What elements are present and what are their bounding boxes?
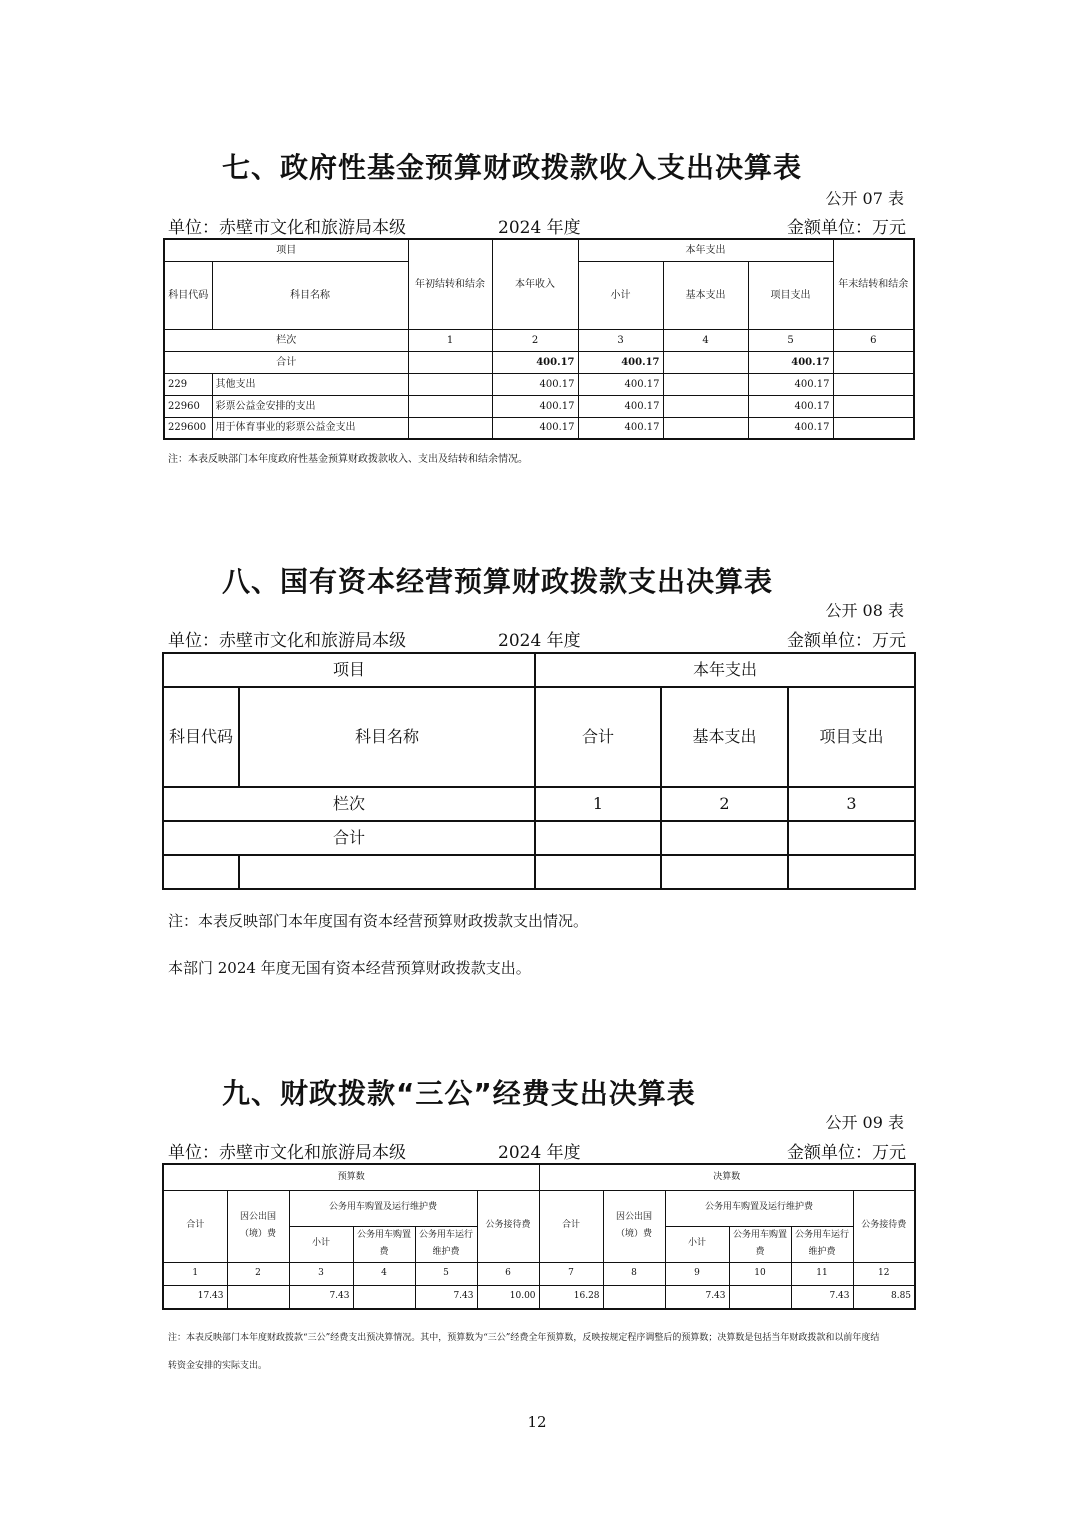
section8-header-name: 科目名称 [239,687,535,787]
section7-header-income: 本年收入 [492,239,578,329]
section8-header-total: 合计 [535,687,661,787]
row-item: 400.17 [748,395,833,417]
section8-meta [168,626,906,650]
section7-row-index [164,329,914,351]
section7-total-subtotal: 400.17 [578,351,663,373]
section9-col-num: 8 [603,1262,665,1285]
section9-value [227,1285,289,1309]
section9-header-final-reception: 公务接待费 [853,1190,915,1262]
section9-header-budget-car-buy: 公务用车购置费 [353,1226,415,1262]
row-subtotal: 400.17 [578,395,663,417]
section7-col-num: 5 [748,329,833,351]
section7-meta [168,213,906,237]
section7-header-basic: 基本支出 [663,261,748,329]
section9-header-budget-car-run: 公务用车运行维护费 [415,1226,477,1262]
section7-header-code: 科目代码 [164,261,212,329]
section9-value [353,1285,415,1309]
table-row [164,395,914,417]
section9-title: 九、财政拨款“三公”经费支出决算表 [222,1077,696,1110]
section9-note-continued: 转资金安排的实际支出。 [168,1361,268,1371]
section7-header-end-balance: 年末结转和结余 [833,239,914,329]
section9-col-num: 9 [665,1262,729,1285]
section9-header-final-total: 合计 [539,1190,603,1262]
section7-table [163,238,915,440]
section9-col-num: 10 [729,1262,791,1285]
page-number: 12 [527,1413,547,1431]
section7-col-num: 4 [663,329,748,351]
section9-col-num: 12 [853,1262,915,1285]
section9-header-budget-subtotal: 小计 [289,1226,353,1262]
section8-table [162,652,916,890]
section9-header-final: 决算数 [539,1164,915,1190]
row-item: 400.17 [748,417,833,439]
section7-total-label: 合计 [164,351,408,373]
section8-header-code: 科目代码 [163,687,239,787]
row-subtotal: 400.17 [578,417,663,439]
section7-header-subtotal: 小计 [578,261,663,329]
section8-total-label: 合计 [163,821,535,855]
section9-value: 10.00 [477,1285,539,1309]
section7-table-code: 公开 07 表 [825,189,904,208]
section8-header-item: 项目支出 [788,687,915,787]
section9-col-num: 2 [227,1262,289,1285]
section8-col-num: 1 [535,787,661,821]
section7-unit: 单位：赤壁市文化和旅游局本级 [168,218,406,238]
row-subtotal: 400.17 [578,373,663,395]
section7-col-num: 6 [833,329,914,351]
section9-value: 16.28 [539,1285,603,1309]
section9-meta [168,1138,906,1162]
row-income: 400.17 [492,417,578,439]
section9-value: 7.43 [665,1285,729,1309]
section9-value [603,1285,665,1309]
section9-col-num: 4 [353,1262,415,1285]
section7-total-item: 400.17 [748,351,833,373]
section9-row-index [163,1262,915,1285]
section7-col-num: 1 [408,329,492,351]
section7-col-num: 2 [492,329,578,351]
section8-row-label: 栏次 [163,787,535,821]
row-name: 其他支出 [212,373,408,395]
section7-header-item: 项目支出 [748,261,833,329]
table-row [163,855,915,889]
section9-value: 8.85 [853,1285,915,1309]
section9-col-num: 5 [415,1262,477,1285]
section8-header-project: 项目 [163,653,535,687]
section9-header-budget-car: 公务用车购置及运行维护费 [289,1190,477,1226]
section9-value: 7.43 [791,1285,853,1309]
section9-header-budget-total: 合计 [163,1190,227,1262]
section9-value: 7.43 [289,1285,353,1309]
section9-value [729,1285,791,1309]
section7-note: 注：本表反映部门本年度政府性基金预算财政拨款收入、支出及结转和结余情况。 [168,454,528,465]
row-code: 229 [164,373,212,395]
section9-header-budget: 预算数 [163,1164,539,1190]
section9-header-final-car-run: 公务用车运行维护费 [791,1226,853,1262]
row-income: 400.17 [492,373,578,395]
section9-header-budget-reception: 公务接待费 [477,1190,539,1262]
section9-unit: 单位：赤壁市文化和旅游局本级 [168,1143,406,1163]
section8-table-code: 公开 08 表 [825,601,904,620]
row-name: 用于体育事业的彩票公益金支出 [212,417,408,439]
section8-year: 2024 年度 [498,631,581,651]
section9-year: 2024 年度 [498,1143,581,1163]
section8-header-basic: 基本支出 [661,687,788,787]
row-item: 400.17 [748,373,833,395]
section9-value: 7.43 [415,1285,477,1309]
section7-money-unit: 金额单位：万元 [787,218,906,238]
row-income: 400.17 [492,395,578,417]
section7-header-name: 科目名称 [212,261,408,329]
section9-col-num: 3 [289,1262,353,1285]
section9-col-num: 11 [791,1262,853,1285]
section9-value: 17.43 [163,1285,227,1309]
section8-col-num: 2 [661,787,788,821]
section7-row-label: 栏次 [164,329,408,351]
section7-header-project: 项目 [164,239,408,261]
section8-row-index [163,787,915,821]
section7-total-income: 400.17 [492,351,578,373]
section9-note: 注：本表反映部门本年度财政拨款“三公”经费支出预决算情况。其中，预算数为“三公”经费全年预算数，反映按规定程序调整后的预算数；决算数是包括当年财政拨款和以前年度结 [168,1333,880,1343]
section9-col-num: 7 [539,1262,603,1285]
section9-values-row [163,1285,915,1309]
section8-total-row [163,821,915,855]
section7-header-expenditure: 本年支出 [578,239,833,261]
section7-col-num: 3 [578,329,663,351]
table-row [164,417,914,439]
section9-col-num: 6 [477,1262,539,1285]
row-name: 彩票公益金安排的支出 [212,395,408,417]
section9-table [162,1163,916,1310]
section8-col-num: 3 [788,787,915,821]
row-code: 229600 [164,417,212,439]
section7-year: 2024 年度 [498,218,581,238]
section9-table-code: 公开 09 表 [825,1113,904,1132]
section7-title: 七、政府性基金预算财政拨款收入支出决算表 [222,151,803,184]
section8-no-expenditure-note: 本部门 2024 年度无国有资本经营预算财政拨款支出。 [168,959,531,977]
section9-header-final-abroad: 因公出国（境）费 [603,1190,665,1262]
section9-header-final-subtotal: 小计 [665,1226,729,1262]
section8-header-expenditure: 本年支出 [535,653,915,687]
section7-total-row [164,351,914,373]
section7-header-begin-balance: 年初结转和结余 [408,239,492,329]
section9-header-final-car: 公务用车购置及运行维护费 [665,1190,853,1226]
table-row [164,373,914,395]
row-code: 22960 [164,395,212,417]
section8-title: 八、国有资本经营预算财政拨款支出决算表 [222,565,774,598]
section9-col-num: 1 [163,1262,227,1285]
section8-unit: 单位：赤壁市文化和旅游局本级 [168,631,406,651]
section9-money-unit: 金额单位：万元 [787,1143,906,1163]
section8-note: 注：本表反映部门本年度国有资本经营预算财政拨款支出情况。 [168,912,589,930]
section8-money-unit: 金额单位：万元 [787,631,906,651]
section9-header-budget-abroad: 因公出国（境）费 [227,1190,289,1262]
section9-header-final-car-buy: 公务用车购置费 [729,1226,791,1262]
